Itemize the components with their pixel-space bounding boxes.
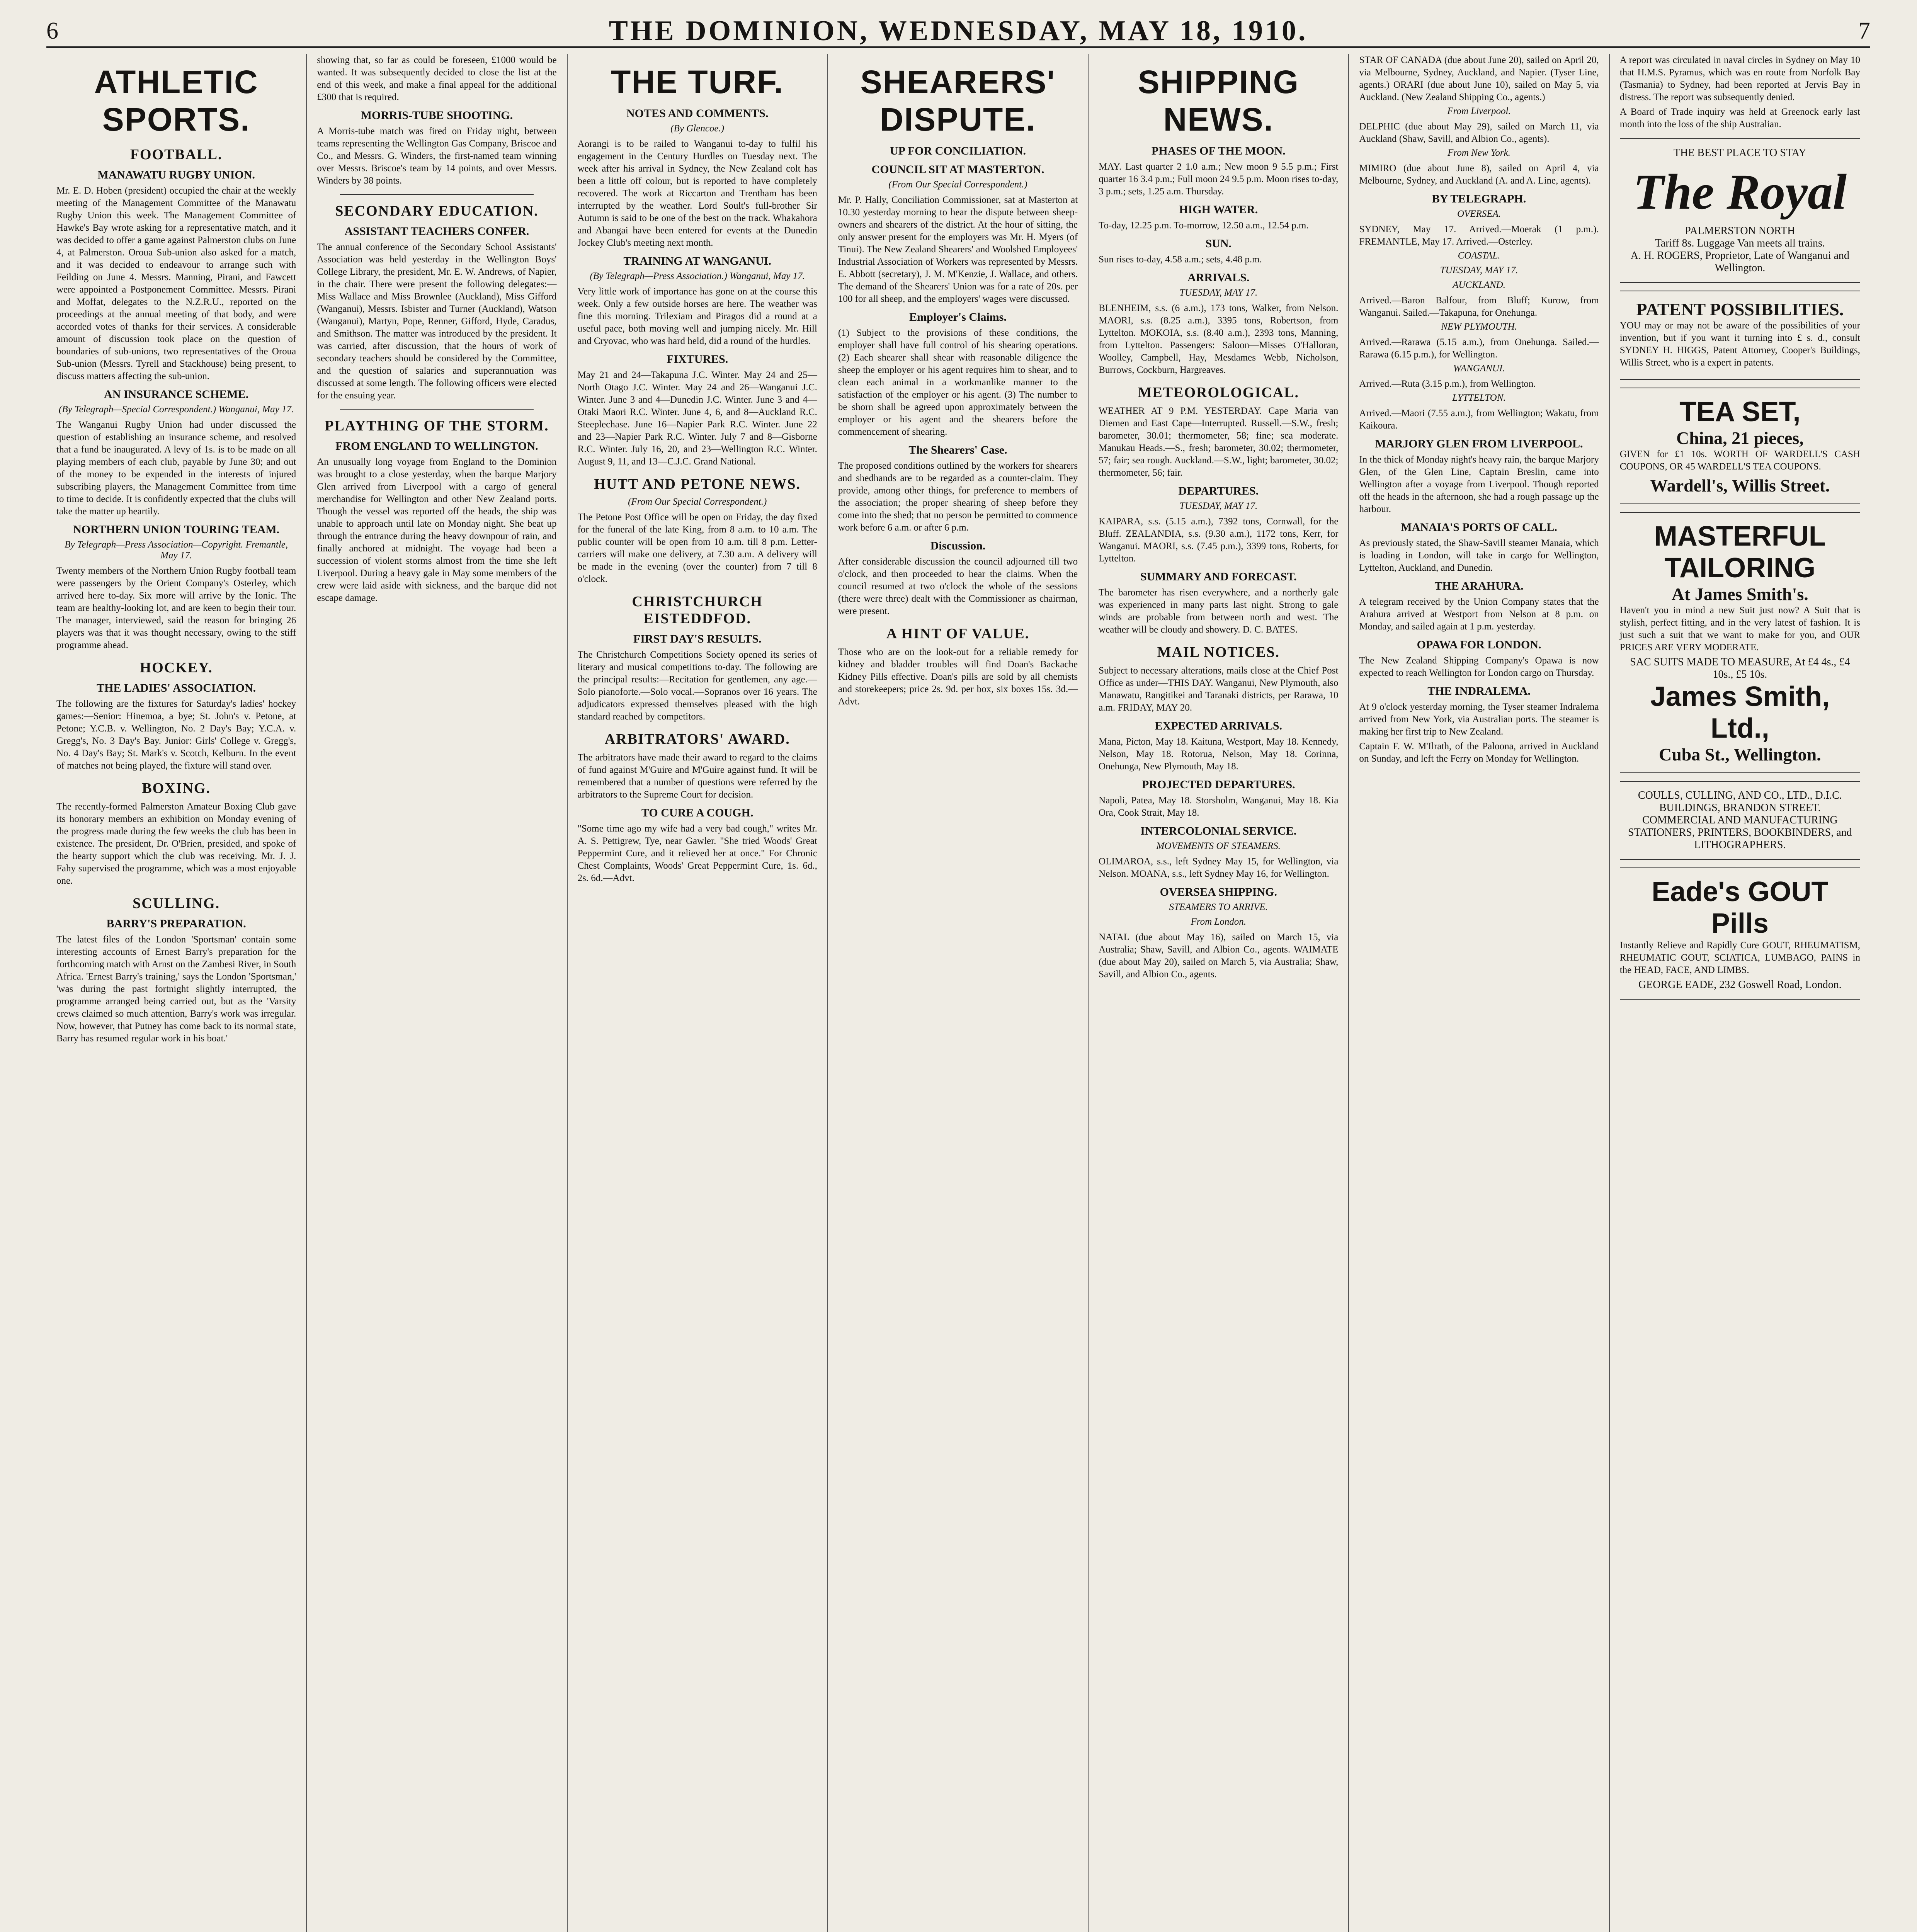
heading-shearers-case: The Shearers' Case.	[908, 444, 1007, 456]
projected-departures: Napoli, Patea, May 18. Storsholm, Wanganui, May 18. Kia Ora, Cook Strait, May 18.	[1099, 795, 1339, 818]
heading-movements-steamers: MOVEMENTS OF STEAMERS.	[1156, 841, 1281, 851]
shipping-continued: STAR OF CANADA (due about June 20), sailed on April 20, via Melbourne, Sydney, Auckland, and Napier. (Tyser Line, agents.) ORARI (due about June 10), sailed on May 5, via Auckland. (New Zealand Shipping Co., agents.)	[1359, 55, 1599, 102]
heading-hutt-petone: HUTT AND PETONE NEWS.	[594, 476, 801, 492]
advert-coulls-culling	[1620, 781, 1860, 860]
heading-by-telegraph: BY TELEGRAPH.	[1432, 192, 1526, 205]
article-captain: Captain F. W. M'Ilrath, of the Paloona, arrived in Auckland on Sunday, and left the Ferry on Monday for Wellington.	[1359, 741, 1599, 764]
royal-location: PALMERSTON NORTH	[1685, 225, 1795, 237]
heading-ladies-association: THE LADIES' ASSOCIATION.	[97, 682, 256, 694]
heading-auckland: AUCKLAND.	[1453, 280, 1505, 290]
tailoring-text: Haven't you in mind a new Suit just now? A Suit that is stylish, perfect fitting, and in the very latest of fashion. It is just such a suit that we want to make for you, and OUR PRICES ARE VERY MODERATE.	[1619, 605, 1860, 653]
heading-football: FOOTBALL.	[130, 146, 223, 163]
divider	[340, 409, 533, 410]
tea-set-subtitle: China, 21 pieces,	[1676, 428, 1804, 448]
heading-manawatu: MANAWATU RUGBY UNION.	[97, 168, 255, 181]
coulls-services: COMMERCIAL AND MANUFACTURING STATIONERS, PRINTERS, BOOKBINDERS, and LITHOGRAPHERS.	[1628, 814, 1852, 851]
article-insurance: The Wanganui Rugby Union had under discussed the question of establishing an insurance scheme, and resolved that a fund be inaugurated. A levy of 1s. is to be made on all playing members of each club, payable by June 30; and out of the money to be expended in the interests of injured subscribing players, the Management Committee from time to time to decide. It is confidently expected that the clubs will take the matter up heartily.	[56, 420, 296, 517]
heading-cure-cough: TO CURE A COUGH.	[641, 806, 754, 819]
heading-steamers-to-arrive: STEAMERS TO ARRIVE.	[1169, 902, 1268, 912]
heading-sculling: SCULLING.	[133, 895, 220, 912]
article-eisteddfod: The Christchurch Competitions Society opened its series of literary and musical competitions to-day. The following are the principal results:—Recitation for gentlemen, any age.—Solo pianoforte.—Solo vocal.—Sopranos over 16 years. The adjudicators expressed themselves pleased with the high standard reached by competitors.	[577, 650, 817, 722]
article-arbitrators: The arbitrators have made their award to regard to the claims of fund against M'Guire and M'Guire against fund. It will be remembered that a number of questions were referred by the arbitrators to the Supreme Court for decision.	[577, 752, 817, 800]
advert-doans-pills: Those who are on the look-out for a reliable remedy for kidney and bladder troubles will find Doan's Backache Kidney Pills effective. Doan's pills are sold by all chemists and storekeepers; price 2s. 9d. per box, six boxes 15s. 3d.—Advt.	[838, 647, 1078, 707]
heading-arbitrators-award: ARBITRATORS' AWARD.	[604, 731, 790, 747]
heading-training-wanganui: TRAINING AT WANGANUI.	[623, 255, 771, 267]
heading-fixtures: FIXTURES.	[667, 353, 728, 366]
heading-insurance: AN INSURANCE SCHEME.	[104, 388, 249, 401]
heading-opawa: OPAWA FOR LONDON.	[1417, 638, 1541, 651]
article-indralema: At 9 o'clock yesterday morning, the Tyser steamer Indralema arrived from New York, via Australian ports. The steamer is making her first trip to New Zealand.	[1359, 702, 1599, 737]
sac-suits: SAC SUITS MADE TO MEASURE, At £4 4s., £4 10s., £5 10s.	[1630, 656, 1850, 680]
article-sculling: The latest files of the London 'Sportsman' contain some interesting accounts of Ernest Barry's preparation for the forthcoming match with Arnst on the Zambesi River, in South Africa. 'Ernest Barry's training,' says the London 'Sportsman,' 'was during the past fortnight slightly interrupted, the programme arranged being carried out, but as the 'Varsity crews claimed so much attention, Barry's work was irregular. Now, however, that Putney has come back to its normal state, Barry has resumed regular work in his boat.'	[56, 934, 296, 1044]
tea-set-title: TEA SET,	[1679, 396, 1801, 427]
page-number-right: 7	[1858, 17, 1870, 44]
article-lead-continued: showing that, so far as could be foreseen, £1000 would be wanted. It was subsequently decided to close the list at the end of this week, and make a final appeal for the additional £300 that is required.	[317, 55, 557, 102]
heading-intercolonial: INTERCOLONIAL SERVICE.	[1140, 825, 1297, 837]
columns	[46, 54, 1870, 1932]
column-shipping-news	[1089, 54, 1349, 1932]
heading-from-new-york: From New York.	[1448, 148, 1510, 158]
section-title-shipping-news: SHIPPING NEWS.	[1138, 64, 1299, 138]
byline-glencoe: (By Glencoe.)	[670, 123, 725, 134]
heading-england-to-wellington: FROM ENGLAND TO WELLINGTON.	[335, 440, 538, 452]
article-shearers-case: The proposed conditions outlined by the workers for shearers and shedhands are to be regarded as a counter-claim. They provide, among other things, for preference to members of the association; the proper shearing of sheep before they come into the shed; that no person be permitted to commence work before 6 a.m. or after 6 p.m.	[838, 461, 1078, 533]
byline-insurance: (By Telegraph—Special Correspondent.) Wanganui, May 17.	[59, 404, 294, 415]
article-employers-claims: (1) Subject to the provisions of these conditions, the employer shall have full control of his shearing operations. (2) Each shearer shall shear with reasonable diligence the sheep the employer or his agent requires him to shear, and to clean each animal in a workmanlike manner to the satisfaction of the employer or his agent. (3) The number to be shorn shall be agreed upon approximately between the employer or his agent and the shearers before the commencement of shearing.	[838, 328, 1078, 437]
heading-lyttelton: LYTTELTON.	[1452, 393, 1506, 403]
heading-secondary-education: SECONDARY EDUCATION.	[335, 203, 539, 219]
column-shearers-dispute	[828, 54, 1089, 1932]
royal-tariff: Tariff 8s. Luggage Van meets all trains.	[1655, 237, 1825, 249]
patent-title: PATENT POSSIBILITIES.	[1636, 299, 1844, 319]
departures-date: TUESDAY, MAY 17.	[1179, 501, 1258, 511]
article-football: Mr. E. D. Hoben (president) occupied the chair at the weekly meeting of the Management Committee of the Manawatu Rugby Union this week. The Management Committee of Hawke's Bay wrote asking for a representative match, and it was decided to offer a game against Palmerston clubs on June 4, at Palmerston. Oroua Sub-union also asked for a match, and it was decided to endeavour to arrange such with Feilding on June 4. Messrs. Manning, Pirani, and Fawcett were appointed a Postponement Committee. Messrs. Pirani and Moffat, delegates to the N.Z.R.U., reported on the proceedings at the annual meeting of that body, and were accorded votes of thanks for their services. A considerable amount of discussion took place on the question of boundaries of sub-unions, two representatives of the Oroua Sub-union (Messrs. Tyrell and Stackhouse) being present, to discuss matters affecting the sub-union.	[56, 185, 296, 381]
heading-barrys-preparation: BARRY'S PREPARATION.	[106, 917, 246, 930]
heading-high-water: HIGH WATER.	[1179, 203, 1258, 216]
article-fixtures: May 21 and 24—Takapuna J.C. Winter. May 24 and 25—North Otago J.C. Winter. May 24 and 26—Wanganui J.C. Winter. June 3 and 4—Dunedin J.C. Winter. June 3 and 4—Otaki Maori R.C. Winter. June 4, 6, and 8—Auckland R.C. Steeplechase. June 16—Napier Park R.C. Winter. June 22 and 23—Napier Park R.C. Winter. July 7 and 8—Gisborne R.C. Winter. July 16, 20, and 23—Wellington R.C. Winter. August 9, 11, and 13—C.J.C. Grand National.	[577, 370, 817, 467]
weather-report: WEATHER AT 9 P.M. YESTERDAY. Cape Maria van Diemen and East Cape—Interrupted. Russell.—S.W., fresh; barometer, 30.01; thermometer, 58; fine; sea moderate. Manukau Heads.—S., fresh; barometer, 30.02; thermometer, 57; fair; sea rough. Auckland.—S.W., light; barometer, 30.02; thermometer, 56; fair.	[1099, 406, 1339, 478]
article-turf: Aorangi is to be railed to Wanganui to-day to fulfil his engagement in the Century Hurdles on Tuesday next. The week after his arrival in Sydney, the New Zealand colt has been a little off colour, but is reported to have completely recovered. The work at Riccarton and Trentham has been interrupted by the weather. Lord Soult's full-brother Sir Autumn is said to be one of the best on the track. Whakahora and Abangai have been entered for events at the Dunedin Jockey Club's meeting next month.	[577, 139, 817, 248]
gout-title: Eade's GOUT Pills	[1652, 876, 1829, 939]
arrivals-list: BLENHEIM, s.s. (6 a.m.), 173 tons, Walker, from Nelson. MAORI, s.s. (8.25 a.m.), 3395 tons, Robertson, from Lyttelton. MOKOIA, s.s. (8.40 a.m.), 2393 tons, Manning, from Lyttelton. Passengers: Saloon—Misses O'Halloran, Woolley, Campbell, Hay, Mesdames Webb, Nicholson, Burrows, Cockburn, Hargreaves.	[1099, 303, 1339, 375]
expected-arrivals: Mana, Picton, May 18. Kaituna, Westport, May 18. Kennedy, Nelson, May 18. Rotorua, Nelson, May 18. Corinna, Onehunga, New Plymouth, May 18.	[1099, 736, 1339, 772]
heading-from-liverpool: From Liverpool.	[1447, 106, 1511, 116]
advert-tailoring	[1620, 512, 1860, 773]
coulls-name: COULLS, CULLING, AND CO., LTD., D.I.C. BUILDINGS, BRANDON STREET.	[1638, 789, 1842, 814]
byline-training: (By Telegraph—Press Association.) Wanganui, May 17.	[590, 271, 805, 281]
section-title-athletic-sports: ATHLETIC SPORTS.	[94, 64, 259, 138]
article-pyramus: A report was circulated in naval circles in Sydney on May 10 that H.M.S. Pyramus, which was en route from Norfolk Bay (Tasmania) to Sydney, had been reported at Jervis Bay in distress. The report was subsequently denied.	[1619, 55, 1860, 102]
departures-list: KAIPARA, s.s. (5.15 a.m.), 7392 tons, Cornwall, for the Bluff. ZEALANDIA, s.s. (9.30 a.m.), 1172 tons, Kerr, for Wanganui. MAORI, s.s. (7.45 p.m.), 3399 tons, Roberts, for Lyttelton.	[1099, 516, 1339, 564]
tailoring-title: MASTERFUL TAILORING	[1654, 521, 1826, 583]
tea-set-store: Wardell's, Willis Street.	[1650, 476, 1830, 495]
article-training: Very little work of importance has gone on at the course this week. Only a few outside horses are here. The weather was fine this morning. Trilexiam and Piragos did a round at a useful pace, both moving well and jumping nicely. Mr. Hill and Cryovac, who was hard held, did a round of the hurdles.	[577, 286, 817, 346]
heading-indralema: THE INDRALEMA.	[1427, 685, 1531, 697]
oversea-shipping-list: NATAL (due about May 16), sailed on March 15, via Australia; Shaw, Savill, and Albion Co., agents. WAIMATE (due about May 20), sailed on March 5, via Australia; Shaw, Savill, and Albion Co., agents.	[1099, 932, 1339, 980]
gout-text: Instantly Relieve and Rapidly Cure GOUT, RHEUMATISM, RHEUMATIC GOUT, SCIATICA, LUMBAGO, PAINS in the HEAD, FACE, AND LIMBS.	[1619, 940, 1860, 975]
heading-phases-moon: PHASES OF THE MOON.	[1151, 145, 1286, 157]
masthead	[46, 15, 1870, 48]
byline-hutt: (From Our Special Correspondent.)	[628, 497, 767, 507]
heading-hint-of-value: A HINT OF VALUE.	[886, 626, 1030, 642]
heading-up-for-conciliation: UP FOR CONCILIATION.	[890, 145, 1026, 157]
summary-forecast: The barometer has risen everywhere, and a northerly gale was experienced in many parts last night. Strong to gale winds are probable from between north and west. The weather will be cloudy and showery. D. C. BATES.	[1099, 587, 1339, 635]
advert-gout-pills	[1620, 867, 1860, 1000]
heading-council-masterton: COUNCIL SIT AT MASTERTON.	[871, 163, 1044, 176]
heading-eisteddfod: CHRISTCHURCH EISTEDDFOD.	[632, 594, 763, 627]
heading-sun: SUN.	[1205, 237, 1232, 250]
heading-oversea-shipping: OVERSEA SHIPPING.	[1160, 886, 1277, 898]
article-boxing: The recently-formed Palmerston Amateur Boxing Club gave its honorary members an exhibition on Monday evening of the progress made during the few weeks the club has been in existence. The president, Dr. O'Brien, presided, and spoke of the hearty support which the club was receiving. Mr. J. J. Fahy supervised the programme, which was a most enjoyable one.	[56, 801, 296, 886]
heading-arrivals: ARRIVALS.	[1187, 271, 1250, 284]
tailoring-subtitle: At James Smith's.	[1671, 584, 1808, 604]
mail-notices: Subject to necessary alterations, mails close at the Chief Post Office as under—THIS DAY. Wanganui, New Plymouth, also Manawatu, Rangitikei and Taranaki districts, per Rarawa, 10 a.m. FRIDAY, MAY 20.	[1099, 665, 1339, 713]
heading-wanganui: WANGANUI.	[1453, 363, 1505, 374]
heading-departures: DEPARTURES.	[1178, 485, 1259, 497]
advert-tea-set	[1620, 388, 1860, 504]
new-york-list: MIMIRO (due about June 8), sailed on April 4, via Melbourne, Sydney, and Auckland (A. and A. Line, agents).	[1359, 163, 1599, 186]
steamer-movements: OLIMAROA, s.s., left Sydney May 15, for Wellington, via Nelson. MOANA, s.s., left Sydney May 16, for Wellington.	[1099, 856, 1339, 879]
heading-employers-claims: Employer's Claims.	[909, 311, 1007, 323]
james-smith-name: James Smith, Ltd.,	[1650, 681, 1830, 744]
article-marjory-glen: In the thick of Monday night's heavy rain, the barque Marjory Glen, of the Glen Line, Captain Breslin, came into Wellington after a voyage from Liverpool. Though reported off the heads in the afternoon, she had a rough passage up the harbour.	[1359, 454, 1599, 514]
heading-first-day-results: FIRST DAY'S RESULTS.	[633, 633, 762, 645]
heading-mail-notices: MAIL NOTICES.	[1157, 644, 1280, 660]
royal-proprietor: A. H. ROGERS, Proprietor, Late of Wanganui and Wellington.	[1630, 250, 1849, 274]
heading-meteorological: METEOROLOGICAL.	[1138, 384, 1299, 401]
heading-northern-union: NORTHERN UNION TOURING TEAM.	[73, 523, 280, 536]
column-turf	[568, 54, 828, 1932]
article-northern-union: Twenty members of the Northern Union Rugby football team were passengers by the Orient Company's Osterley, which arrived here to-day. Six more will arrive by the Ionic. The team are healthy-looking lot, and are keen to begin their tour. The manager, interviewed, said the reason for bringing 26 players was that it was thought necessary, owing to the stiff programme ahead.	[56, 566, 296, 650]
byline-council: (From Our Special Correspondent.)	[888, 179, 1027, 190]
article-hutt-petone: The Petone Post Office will be open on Friday, the day fixed for the funeral of the late King, from 8 a.m. to 10 a.m. The public counter will be open from 10 a.m. till 8 p.m. Letter-carriers will make one delivery, at 7.30 a.m. A delivery will be made in the evening (over the counter) from 7 till 8 o'clock.	[577, 512, 817, 584]
byline-northern-union: By Telegraph—Press Association—Copyright. Fremantle, May 17.	[65, 539, 288, 561]
tea-set-text: GIVEN for £1 10s. WORTH OF WARDELL'S CASH COUPONS, OR 45 WARDELL'S TEA COUPONS.	[1619, 449, 1860, 472]
cuba-street: Cuba St., Wellington.	[1659, 745, 1821, 764]
column-athletic-sports	[46, 54, 307, 1932]
divider	[340, 194, 533, 195]
heading-expected-arrivals: EXPECTED ARRIVALS.	[1155, 719, 1283, 732]
advert-patent	[1620, 291, 1860, 380]
heading-hockey: HOCKEY.	[139, 660, 213, 676]
section-title-turf: THE TURF.	[611, 64, 784, 100]
heading-boxing: BOXING.	[142, 780, 211, 796]
heading-from-london: From London.	[1191, 917, 1247, 927]
article-opawa: The New Zealand Shipping Company's Opawa is now expected to reach Wellington for London cargo on Thursday.	[1359, 655, 1599, 678]
heading-projected-departures: PROJECTED DEPARTURES.	[1141, 778, 1295, 791]
coastal-date: TUESDAY, MAY 17.	[1440, 265, 1518, 276]
heading-marjory-glen: MARJORY GLEN FROM LIVERPOOL.	[1375, 437, 1583, 450]
gout-agent: GEORGE EADE, 232 Goswell Road, London.	[1638, 979, 1842, 991]
heading-new-plymouth: NEW PLYMOUTH.	[1441, 321, 1517, 332]
article-manaia: As previously stated, the Shaw-Savill steamer Manaia, which is loading in London, will take in cargo for Wellington, Lyttelton, Auckland, and Dunedin.	[1359, 538, 1599, 573]
heading-notes-comments: NOTES AND COMMENTS.	[626, 107, 769, 120]
royal-logo: The Royal	[1633, 164, 1847, 220]
article-secondary-education: The annual conference of the Secondary School Assistants' Association was held yesterday in the Wellington Boys' College Library, the president, Mr. E. W. Andrews, of Napier, in the chair. There were present the following delegates:—Miss Wallace and Miss Brownlee (Auckland), Miss Gifford (Wanganui), Messrs. Isbister and Turner (Auckland), Watson (Wanganui), Martyn, Pope, Renner, Gifford, Hyde, Caradus, and Smithson. The matter was introduced by the president. It was carried, after discussion, that the hours of work of secondary teachers should be considered by the Committee, and the question of salaries and superannuation was discussed at some length. The following officers were elected for the ensuing year.	[317, 242, 557, 401]
heading-arahura: THE ARAHURA.	[1434, 580, 1524, 592]
heading-summary-forecast: SUMMARY AND FORECAST.	[1140, 570, 1297, 583]
auckland-shipping: Arrived.—Baron Balfour, from Bluff; Kurow, from Wanganui. Sailed.—Takapuna, for Onehunga.	[1359, 295, 1599, 318]
heading-morris-tube: MORRIS-TUBE SHOOTING.	[361, 109, 513, 122]
royal-tagline: THE BEST PLACE TO STAY	[1674, 147, 1806, 159]
page-number-left: 6	[46, 17, 58, 44]
article-hockey: The following are the fixtures for Saturday's ladies' hockey games:—Senior: Hinemoa, a bye; St. John's v. Petone, at Petone; Y.C.B. v. Wellington, No. 2 Day's Bay; Y.C.A. v. Gregg's, No. 3 Day's Bay. Junior: Girls' College v. Gregg's, No. 4 Day's Bay; St. Mark's v. Scotch, Kelburn. In the event of matches not being played, the fixture will stand over.	[56, 699, 296, 771]
article-plaything-of-storm: An unusually long voyage from England to the Dominion was brought to a close yesterday, when the barque Marjory Glen arrived from Liverpool with a cargo of general merchandise for Wellington and other New Zealand ports. Though the vessel was reported off the heads, the ship was unable to approach until late on Monday night. She beat up through the entrance during the heavy downpour of rain, and finally anchored at midnight. The voyage had been a succession of violent storms almost from the time she left Liverpool. During a heavy gale in May some members of the crew were laid aside with sickness, and the barque did not escape damage.	[317, 457, 557, 603]
heading-manaia: MANAIA'S PORTS OF CALL.	[1401, 521, 1557, 534]
advert-peppermint-cure: "Some time ago my wife had a very bad cough," writes Mr. A. S. Pettigrew, Tye, near Gawler. "She tried Woods' Great Peppermint Cure, and it relieved her at once." For Chronic Chest Complaints, Woods' Great Peppermint Cure, 1s. 6d., 2s. 6d.—Advt.	[577, 823, 817, 883]
column-six	[1349, 54, 1609, 1932]
new-plymouth-shipping: Arrived.—Rarawa (5.15 a.m.), from Onehunga. Sailed.—Rarawa (6.15 p.m.), for Wellington.	[1359, 337, 1599, 360]
heading-oversea: OVERSEA.	[1457, 209, 1501, 219]
article-discussion: After considerable discussion the council adjourned till two o'clock, and then proceeded to hear the claims. When the council resumed at two o'clock the whole of the sessions (there were three) dealt with the Commissioner as chairman, were present.	[838, 556, 1078, 616]
liverpool-list: DELPHIC (due about May 29), sailed on March 11, via Auckland (Shaw, Savill, and Albion Co., agents).	[1359, 121, 1599, 144]
moon-phases: MAY. Last quarter 2 1.0 a.m.; New moon 9 5.5 p.m.; First quarter 16 3.4 p.m.; Full moon 24 9.5 p.m. Moon rises to-day, 3 p.m.; sets, 1.25 a.m. Thursday.	[1099, 162, 1339, 197]
lyttelton-shipping: Arrived.—Maori (7.55 a.m.), from Wellington; Wakatu, from Kaikoura.	[1359, 408, 1599, 431]
arrivals-date: TUESDAY, MAY 17.	[1179, 287, 1258, 298]
column-two	[307, 54, 567, 1932]
heading-coastal: COASTAL.	[1458, 250, 1500, 261]
article-board-of-trade: A Board of Trade inquiry was held at Greenock early last month into the loss of the ship Australian.	[1619, 107, 1860, 129]
patent-text: YOU may or may not be aware of the possibilities of your invention, but if you want it turning into £ s. d., consult SYDNEY H. HIGGS, Patent Attorney, Cooper's Buildings, Willis Street, who is a expert in patents.	[1619, 320, 1860, 368]
newspaper-dateline: THE DOMINION, WEDNESDAY, MAY 18, 1910.	[609, 15, 1308, 47]
column-advertisements	[1610, 54, 1870, 1932]
heading-assistant-teachers: ASSISTANT TEACHERS CONFER.	[344, 225, 529, 238]
high-water-times: To-day, 12.25 p.m. To-morrow, 12.50 a.m., 12.54 p.m.	[1099, 220, 1309, 231]
sun-times: Sun rises to-day, 4.58 a.m.; sets, 4.48 p.m.	[1099, 254, 1262, 265]
article-arahura: A telegram received by the Union Company states that the Arahura arrived at Westport from Nelson at 8 p.m. on Monday, and sailed again at 1 p.m. yesterday.	[1359, 597, 1599, 632]
heading-plaything-of-storm: PLAYTHING OF THE STORM.	[325, 418, 549, 434]
heading-discussion: Discussion.	[930, 539, 986, 552]
wanganui-shipping: Arrived.—Ruta (3.15 p.m.), from Wellington.	[1359, 379, 1536, 389]
section-title-shearers-dispute: SHEARERS' DISPUTE.	[860, 64, 1056, 138]
article-shearers: Mr. P. Hally, Conciliation Commissioner, sat at Masterton at 10.30 yesterday morning to hear the dispute between sheep-owners and shearers of the district. At the hour of sitting, the only answer present for the employers was Mr. H. Myers (of Tinui). The New Zealand Shearers' and Woolshed Employees' Industrial Association of Workers was represented by Messrs. E. Abbott (secretary), J. M. M'Kenzie, J. Wallace, and others. The demand of the Shearers' Union was for a rate of 20s. per 100 for all sheep, and the employers' wages were discussed.	[838, 195, 1078, 304]
article-morris-tube: A Morris-tube match was fired on Friday night, between teams representing the Wellington Gas Company, Briscoe and Co., and Messrs. G. Winders, the first-named team winning over Messrs. Briscoe's team by 14 points, and over Messrs. Winders by 38 points.	[317, 126, 557, 186]
advert-royal-hotel	[1620, 138, 1860, 283]
oversea-telegraph: SYDNEY, May 17. Arrived.—Moerak (1 p.m.). FREMANTLE, May 17. Arrived.—Osterley.	[1359, 224, 1599, 247]
